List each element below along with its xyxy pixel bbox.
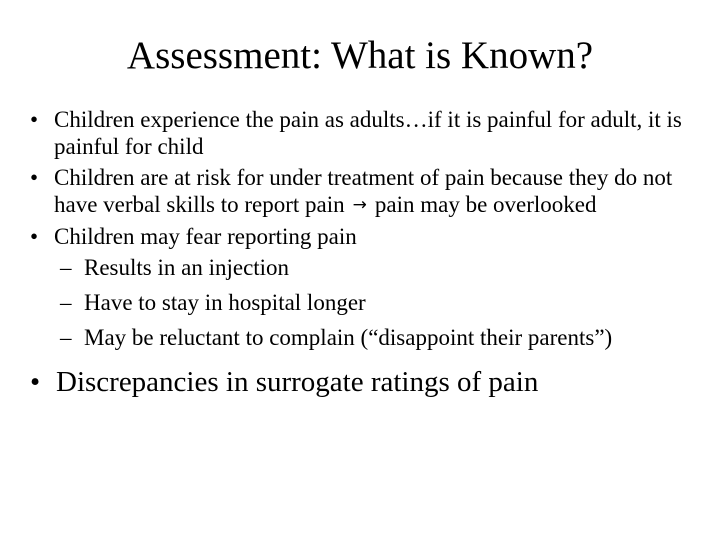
bullet-text-before-arrow: Children are at risk for under treatment of pain because they do not have verbal skills to report pain: [54, 165, 673, 217]
dash-symbol: –: [60, 325, 72, 350]
bullet-text: Children experience the pain as adults…if it is painful for adult, it is painful for child: [54, 107, 682, 159]
bullet-text-after-arrow: pain may be overlooked: [374, 192, 597, 217]
bullet-symbol: •: [30, 224, 39, 249]
slide-title: Assessment: What is Known?: [126, 34, 594, 77]
bullet-symbol: •: [30, 366, 41, 398]
right-arrow-icon: →: [352, 195, 367, 215]
bullet-symbol: •: [30, 107, 39, 132]
dash-symbol: –: [60, 255, 72, 280]
dash-symbol: –: [60, 290, 72, 315]
bullet-item: [30, 223, 710, 250]
bullet-item: [30, 164, 710, 219]
sub-bullet-item: [30, 289, 710, 316]
sub-bullet-text: Have to stay in hospital longer: [84, 290, 366, 315]
bullet-text: Children may fear reporting pain: [54, 224, 357, 249]
bullet-list: [30, 106, 710, 403]
bullet-text-with-arrow: [54, 164, 710, 219]
bullet-text: Discrepancies in surrogate ratings of pain: [56, 366, 539, 398]
sub-bullet-item: [30, 324, 710, 351]
bullet-item: [30, 365, 710, 399]
sub-bullet-text: Results in an injection: [84, 255, 290, 280]
bullet-item: [30, 106, 710, 160]
bullet-symbol: •: [30, 165, 39, 190]
sub-bullet-text: May be reluctant to complain (“disappoint their parents”): [84, 325, 613, 350]
sub-bullet-item: [30, 254, 710, 281]
